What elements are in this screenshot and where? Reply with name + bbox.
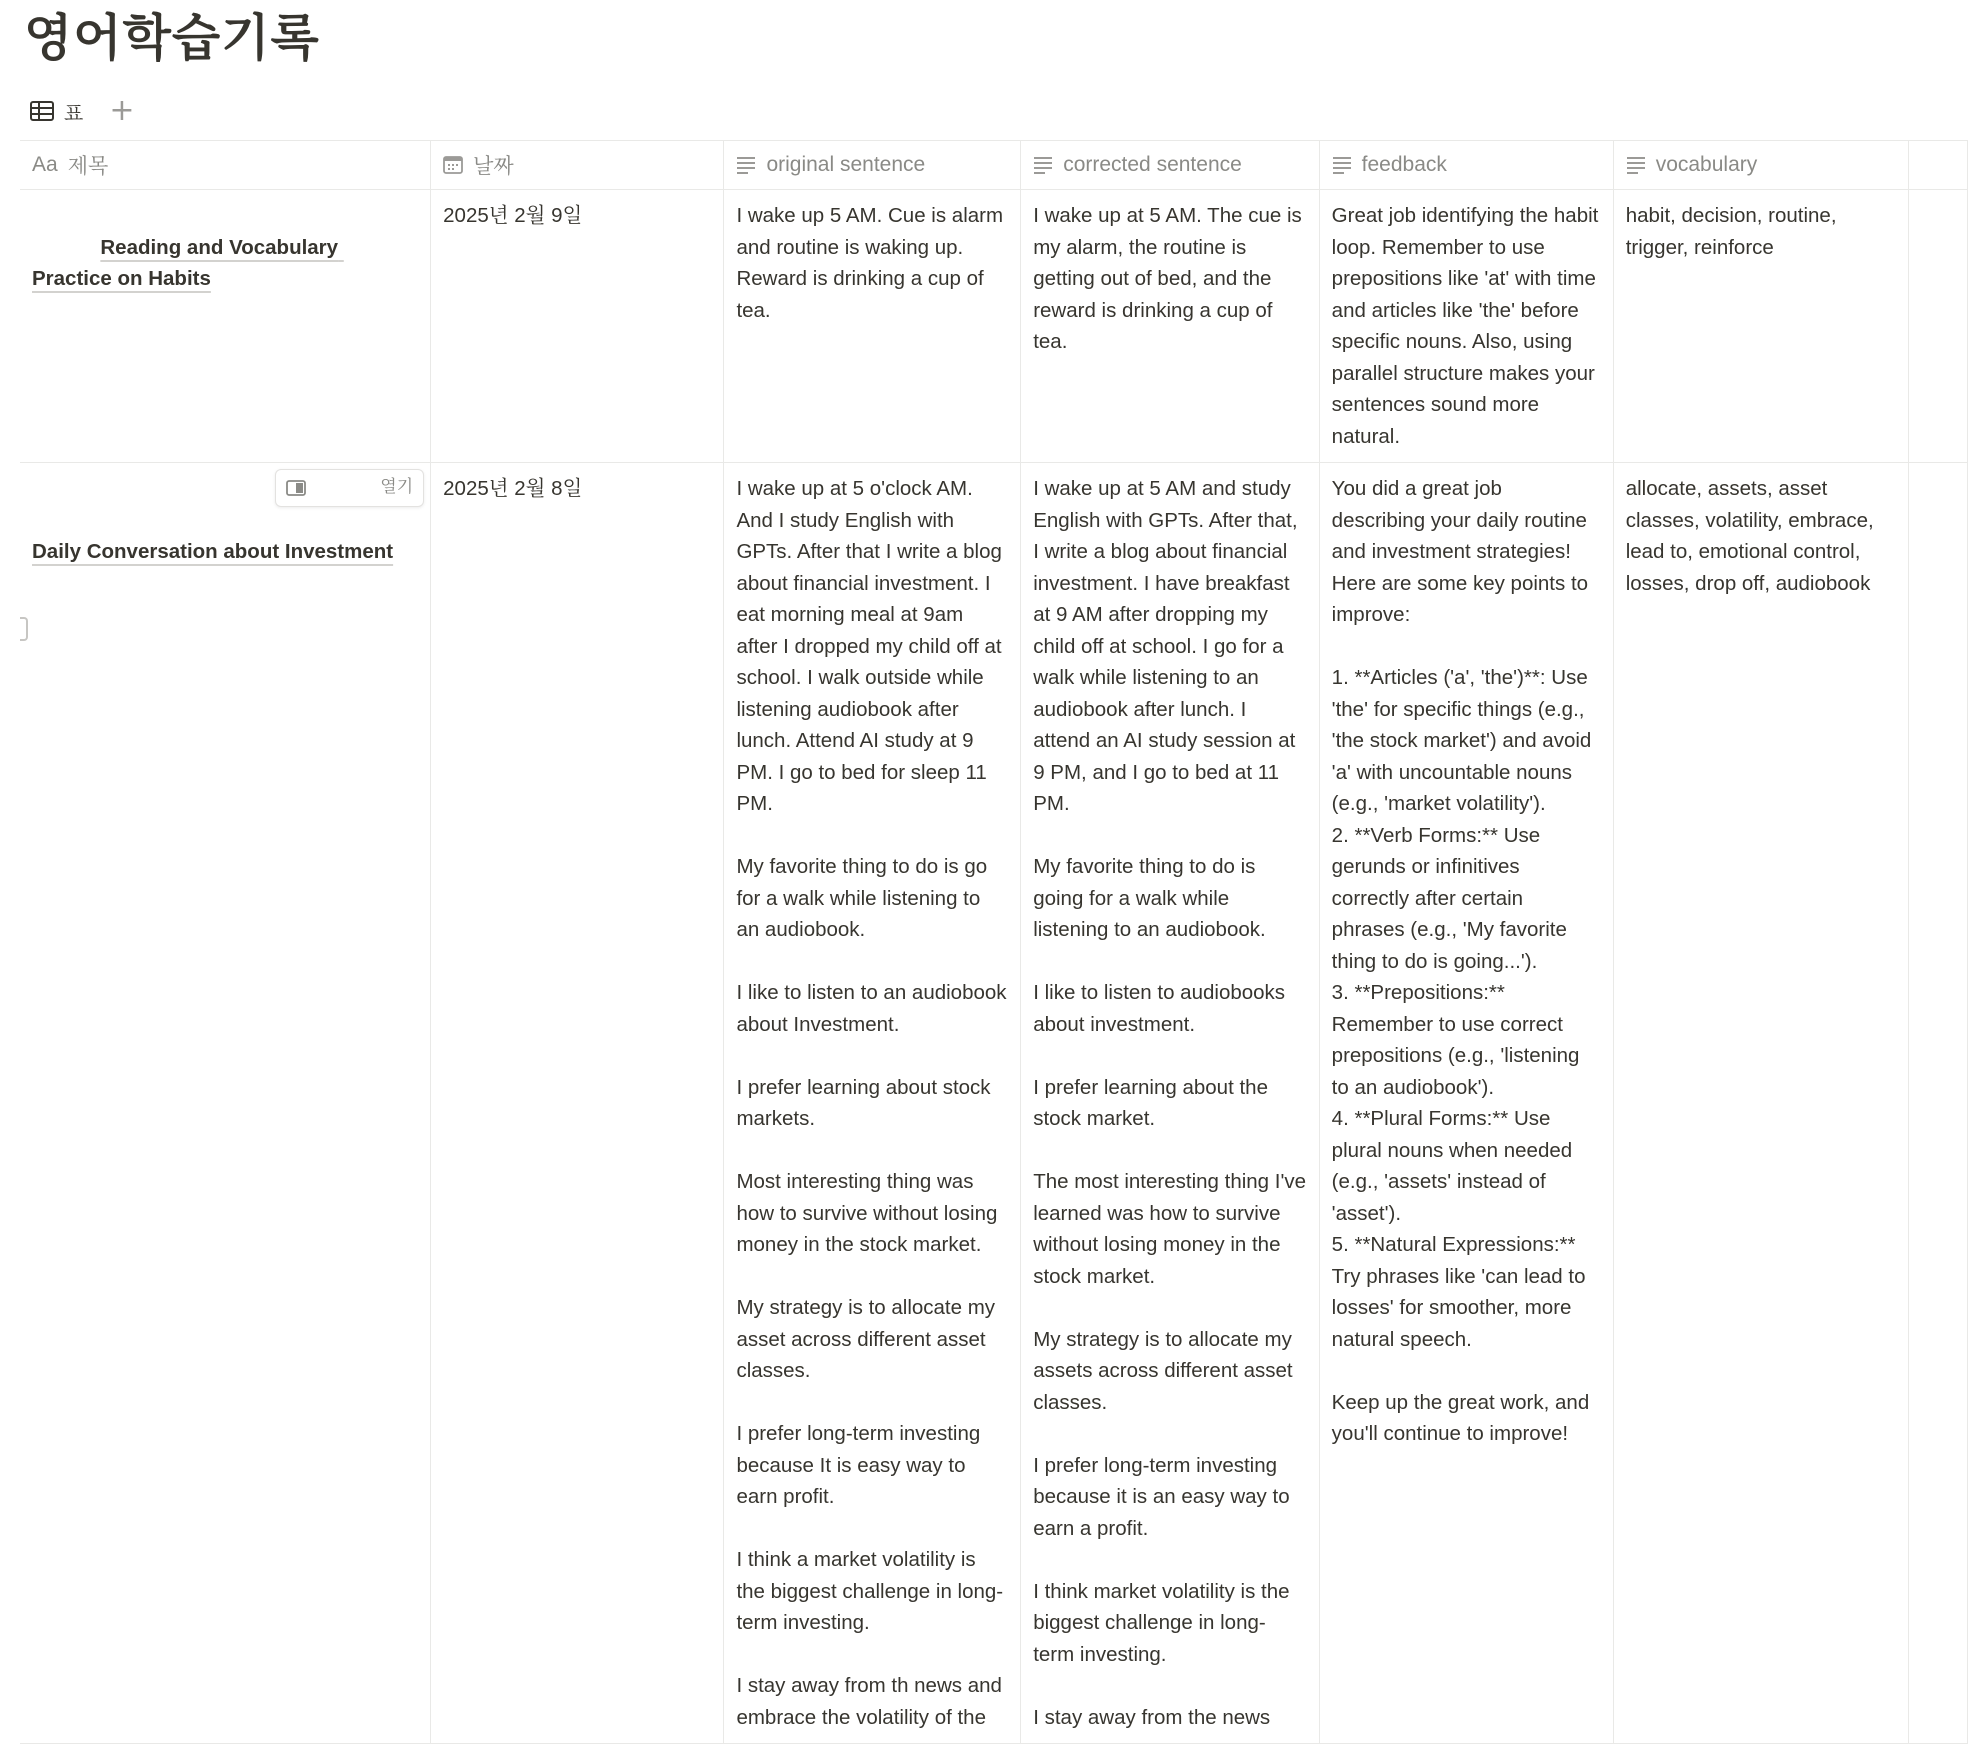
text-lines-icon	[1033, 156, 1053, 174]
cell-corrected-sentence[interactable]: I wake up at 5 AM and study English with GPTs. After that, I write a blog about financial investment. I have breakfast at 9 AM after dropping my child off at school. I go for a walk while listening to an audiobook after lunch. I attend an AI study session at 9 PM, and I go to bed at 11 PM. My favorite thing to do is going for a walk while listening to an audiobook. I like to listen to audiobooks about investment. I prefer learning about the stock market. The most interesting thing I've learned was how to survive without losing money in the stock market. My strategy is to allocate my assets across different asset classes. I prefer long-term investing because it is an easy way to earn a profit. I think market volatility is the biggest challenge in long-term investing. I stay away from the news	[1021, 463, 1319, 1744]
column-label: feedback	[1361, 153, 1447, 176]
text-lines-icon	[736, 156, 756, 174]
add-view-button[interactable]: +	[109, 93, 135, 128]
calendar-icon	[443, 155, 463, 175]
column-header-corrected-sentence[interactable]	[1021, 141, 1319, 190]
tab-table-view[interactable]	[30, 97, 83, 126]
cell-original-sentence[interactable]: I wake up at 5 o'clock AM. And I study English with GPTs. After that I write a blog about financial investment. I eat morning meal at 9am after I dropped my child off at school. I walk outside while listening audiobook after lunch. Attend AI study at 9 PM. I go to bed for sleep 11 PM. My favorite thing to do is go for a walk while listening to an audiobook. I like to listen to an audiobook about Investment. I prefer learning about stock markets. Most interesting thing was how to survive without losing money in the stock market. My strategy is to allocate my asset across different asset classes. I prefer long-term investing because It is easy way to earn profit. I think a market volatility is the biggest challenge in long-term investing. I stay away from th news and embrace the volatility of the	[724, 463, 1021, 1744]
column-header-feedback[interactable]	[1319, 141, 1613, 190]
column-header-original-sentence[interactable]	[724, 141, 1021, 190]
column-header-date[interactable]	[431, 141, 724, 190]
cell-feedback[interactable]: Great job identifying the habit loop. Remember to use prepositions like 'at' with time and articles like 'the' before specific nouns. Also, using parallel structure makes your sentences sound more natural.	[1319, 190, 1613, 463]
cell-title[interactable]	[20, 463, 431, 1744]
column-label: vocabulary	[1655, 153, 1758, 176]
view-tabs	[30, 93, 135, 128]
table-row[interactable]	[20, 463, 1968, 1744]
column-label: 날짜	[473, 155, 514, 178]
column-label: 제목	[67, 155, 109, 178]
row-title-link[interactable]: Daily Conversation about Investment	[32, 540, 394, 563]
open-page-label: 열기	[380, 477, 414, 498]
cell-vocabulary[interactable]: habit, decision, routine, trigger, reinforce	[1613, 190, 1909, 463]
table-icon	[30, 101, 54, 121]
cell-date[interactable]: 2025년 2월 9일	[431, 190, 724, 463]
cell-original-sentence[interactable]: I wake up 5 AM. Cue is alarm and routine is waking up. Reward is drinking a cup of tea.	[724, 190, 1021, 463]
column-label: corrected sentence	[1063, 153, 1242, 176]
cell-feedback[interactable]: You did a great job describing your daily routine and investment strategies! Here are some key points to improve: 1. **Articles ('a', 'the')**: Use 'the' for specific things (e.g., 'the stock market') and avoid 'a' with uncountable nouns (e.g., 'market volatility'). 2. **Verb Forms:** Use gerunds or infinitives correctly after certain phrases (e.g., 'My favorite thing to do is going...'). 3. **Prepositions:** Remember to use correct prepositions (e.g., 'listening to an audiobook'). 4. **Plural Forms:** Use plural nouns when needed (e.g., 'assets' instead of 'asset'). 5. **Natural Expressions:** Try phrases like 'can lead to losses' for smoother, more natural speech. Keep up the great work, and you'll continue to improve!	[1319, 463, 1613, 1744]
row-title-link[interactable]: Reading and Vocabulary Practice on Habits	[32, 235, 344, 290]
page-title: 영어학습기록	[24, 9, 320, 67]
side-peek-icon	[286, 417, 372, 559]
column-header-overflow	[1909, 141, 1968, 190]
tab-table-label: 표	[64, 100, 84, 125]
column-header-vocabulary[interactable]	[1613, 141, 1909, 190]
open-page-button[interactable]	[275, 469, 424, 507]
text-type-icon: Aa	[32, 153, 58, 176]
text-lines-icon	[1332, 156, 1352, 174]
table-header-row	[20, 141, 1968, 190]
cell-overflow	[1909, 463, 1968, 1744]
column-label: original sentence	[766, 153, 926, 176]
cell-corrected-sentence[interactable]: I wake up at 5 AM. The cue is my alarm, the routine is getting out of bed, and the reward is drinking a cup of tea.	[1021, 190, 1319, 463]
cell-overflow	[1909, 190, 1968, 463]
database-table	[20, 140, 1968, 1729]
column-header-title[interactable]	[20, 141, 431, 190]
cell-vocabulary[interactable]: allocate, assets, asset classes, volatility, embrace, lead to, emotional control, losses, drop off, audiobook	[1613, 463, 1909, 1744]
cell-date[interactable]: 2025년 2월 8일	[431, 463, 724, 1744]
text-lines-icon	[1626, 156, 1646, 174]
